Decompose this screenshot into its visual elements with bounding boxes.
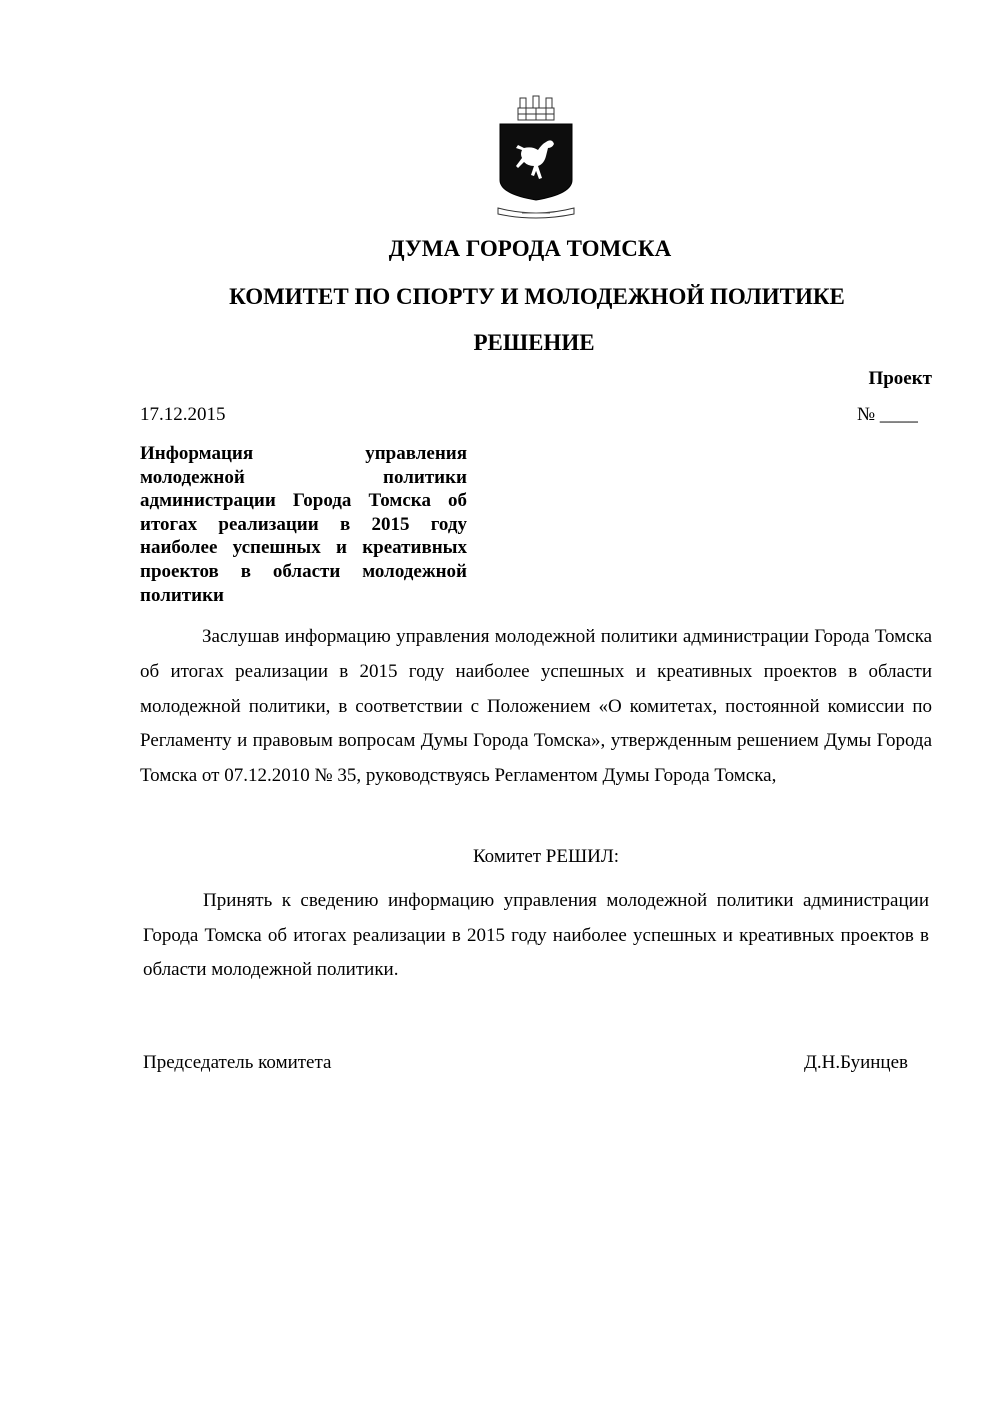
signatory-title: Председатель комитета — [143, 1052, 332, 1073]
duma-title: ДУМА ГОРОДА ТОМСКА — [388, 236, 672, 261]
crown-icon — [518, 96, 554, 120]
document-type-title: РЕШЕНИЕ — [473, 330, 595, 355]
preamble-paragraph: Заслушав информацию управления молодежной политики администрации Города Томска об итогах реализации в 2015 году наиболее успешных и креативных проектов в области молодежной политики, в соответствии с Положением «О комитетах, постоянной комиссии по Регламенту и правовым вопросам Думы Города Томска», утвержденным решением Думы Города Томска от 07.12.2010 № 35, руководствуясь Регламентом Думы Города Томска, — [140, 626, 932, 787]
resolution-paragraph: Принять к сведению информацию управления молодежной политики администрации Города Томска об итогах реализации в 2015 году наиболее успешных и креативных проектов в области молодежной политики. — [143, 890, 929, 981]
signatory-name: Д.Н.Буинцев — [803, 1052, 908, 1073]
document-subject: Информация управления молодежной политики администрации Города Томска об итогах реализации в 2015 году наиболее успешных и креативных проектов в области молодежной политики — [140, 443, 467, 606]
document-number: № ____ — [857, 404, 918, 425]
committee-title: КОМИТЕТ ПО СПОРТУ И МОЛОДЕЖНОЙ ПОЛИТИКЕ — [229, 284, 845, 309]
document-date: 17.12.2015 — [140, 404, 226, 425]
draft-status-label: Проект — [868, 368, 932, 389]
resolved-label: Комитет РЕШИЛ: — [472, 846, 620, 867]
coat-of-arms-emblem — [494, 94, 578, 222]
